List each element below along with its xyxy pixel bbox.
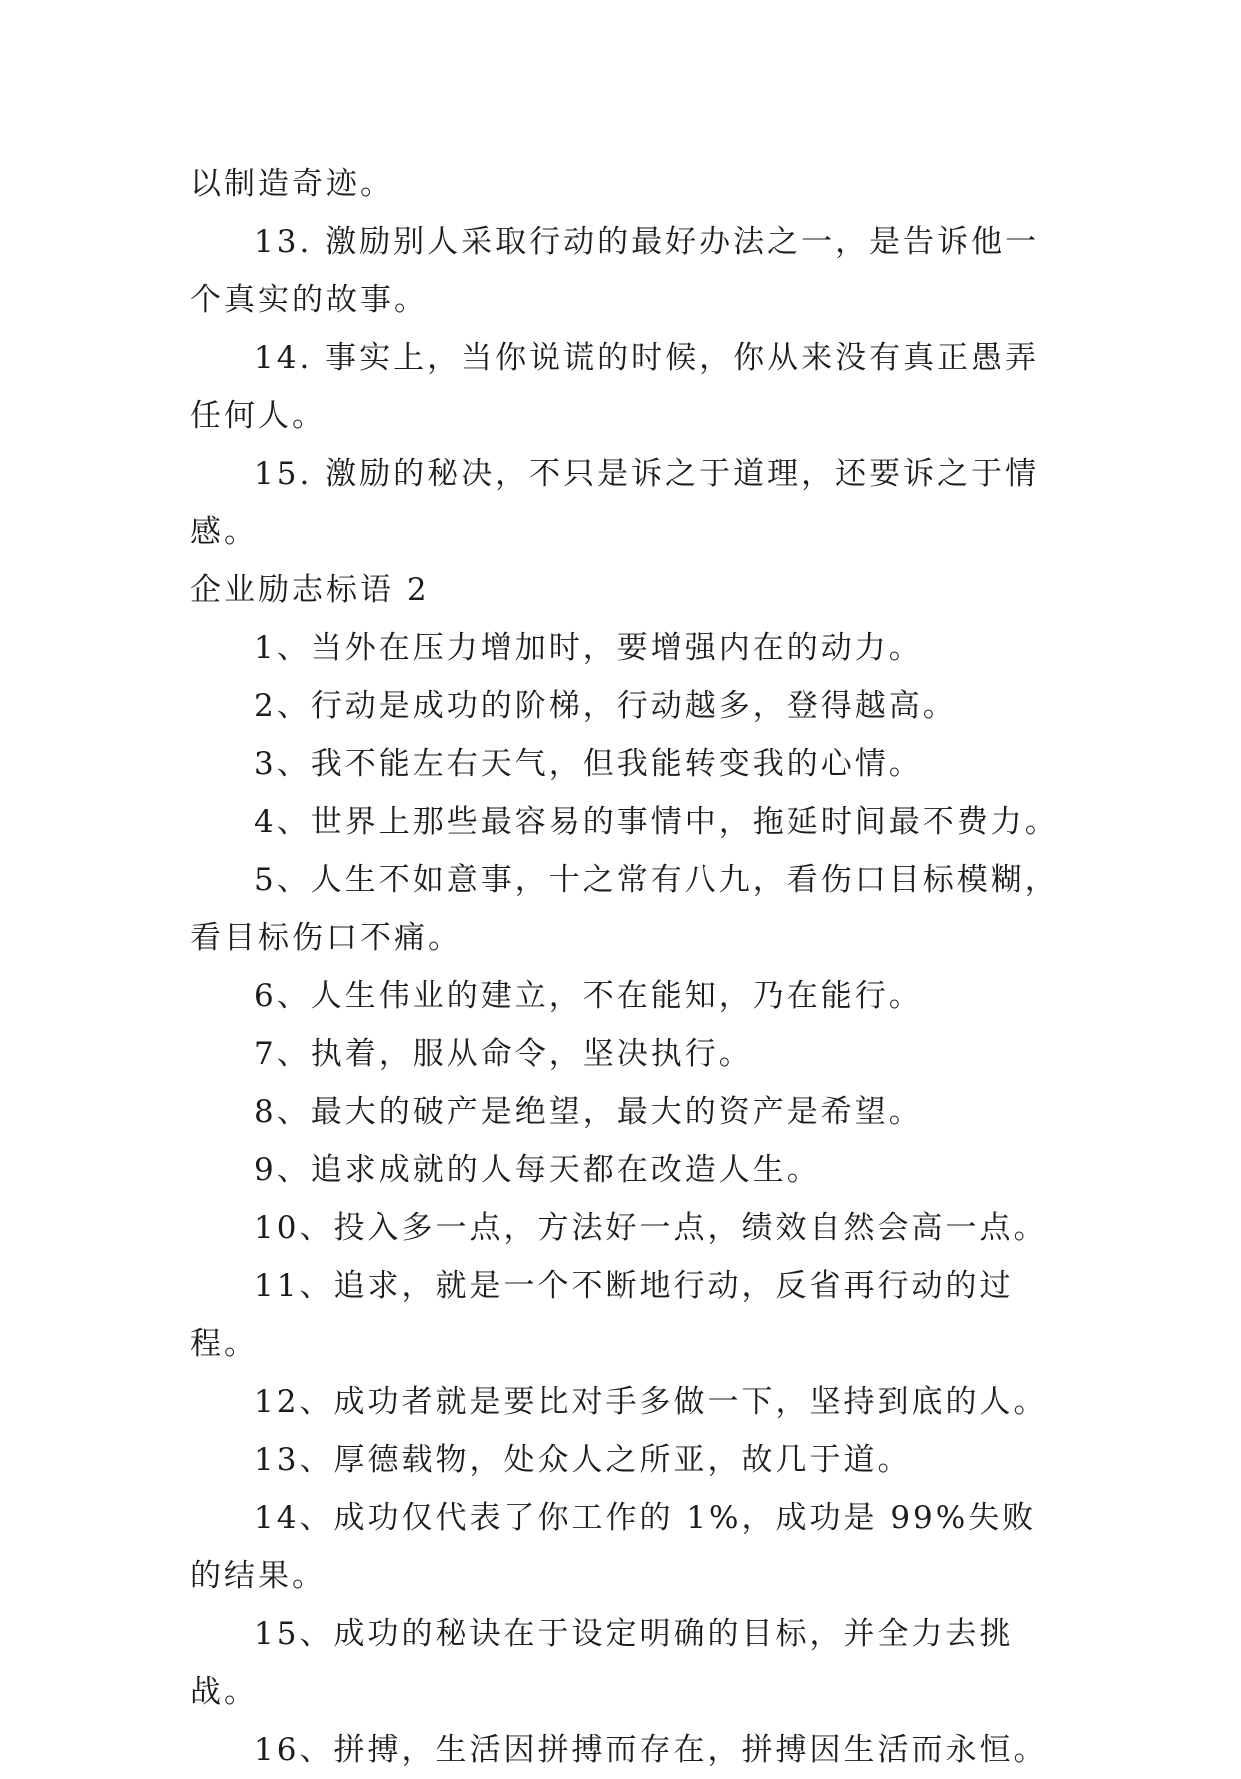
paragraph-continuation: 以制造奇迹。 <box>190 166 394 202</box>
slogan-item-13: 13、厚德载物，处众人之所亚，故几于道。 <box>254 1442 912 1478</box>
slogan-item-7: 7、执着，服从命令，坚决执行。 <box>254 1036 753 1072</box>
document-body <box>190 155 1070 1779</box>
paragraph-item-15: 15. 激励的秘决，不只是诉之于道理，还要诉之于情感。 <box>190 456 1040 550</box>
slogan-item-16: 16、拼搏，生活因拼搏而存在，拼搏因生活而永恒。 <box>254 1732 1048 1768</box>
slogan-item-1: 1、当外在压力增加时，要增强内在的动力。 <box>254 630 923 666</box>
paragraph-item-14: 14. 事实上，当你说谎的时候，你从来没有真正愚弄任何人。 <box>190 340 1040 434</box>
slogan-item-6: 6、人生伟业的建立，不在能知，乃在能行。 <box>254 978 923 1014</box>
slogan-item-10: 10、投入多一点，方法好一点，绩效自然会高一点。 <box>254 1210 1048 1246</box>
paragraph-item-13: 13. 激励别人采取行动的最好办法之一，是告诉他一个真实的故事。 <box>190 224 1040 318</box>
section-heading: 企业励志标语 2 <box>190 572 430 608</box>
slogan-item-12: 12、成功者就是要比对手多做一下，坚持到底的人。 <box>254 1384 1048 1420</box>
slogan-item-3: 3、我不能左右天气，但我能转变我的心情。 <box>254 746 923 782</box>
slogan-item-15: 15、成功的秘诀在于设定明确的目标，并全力去挑战。 <box>190 1616 1014 1710</box>
slogan-item-8: 8、最大的破产是绝望，最大的资产是希望。 <box>254 1094 923 1130</box>
slogan-item-5: 5、人生不如意事，十之常有八九，看伤口目标模糊，看目标伤口不痛。 <box>190 862 1059 956</box>
slogan-item-4: 4、世界上那些最容易的事情中，拖延时间最不费力。 <box>254 804 1059 840</box>
slogan-item-11: 11、追求，就是一个不断地行动，反省再行动的过程。 <box>190 1268 1014 1362</box>
slogan-item-14: 14、成功仅代表了你工作的 1%，成功是 99%失败的结果。 <box>190 1500 1037 1594</box>
slogan-item-2: 2、行动是成功的阶梯，行动越多，登得越高。 <box>254 688 957 724</box>
slogan-item-9: 9、追求成就的人每天都在改造人生。 <box>254 1152 821 1188</box>
